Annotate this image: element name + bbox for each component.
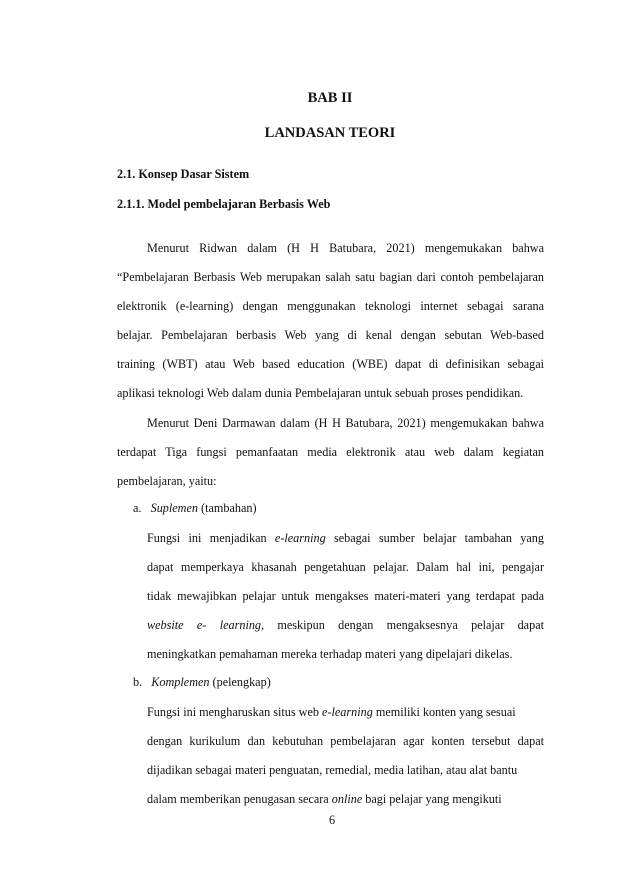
paragraph-line: Menurut Ridwan dalam (H H Batubara, 2021) mengemukakan bahwa [147, 241, 544, 255]
list-line: meningkatkan pemahaman mereka terhadap materi yang dipelajari dikelas. [147, 647, 513, 661]
list-marker: a. [133, 501, 142, 515]
list-term: Suplemen [150, 501, 198, 515]
list-line: Fungsi ini mengharuskan situs web e-learning memiliki konten yang sesuai [147, 705, 516, 719]
list-line: website e- learning, meskipun dengan mengaksesnya pelajar dapat [147, 618, 544, 632]
list-note: (pelengkap) [209, 675, 271, 689]
list-line: dalam memberikan penugasan secara online bagi pelajar yang mengikuti [147, 792, 502, 806]
list-note: (tambahan) [198, 501, 257, 515]
paragraph-line: aplikasi teknologi Web dalam dunia Pembelajaran untuk sebuah proses pendidikan. [117, 386, 524, 400]
paragraph-line: “Pembelajaran Berbasis Web merupakan salah satu bagian dari contoh pembelajaran [117, 270, 544, 284]
paragraph-line: elektronik (e-learning) dengan menggunakan teknologi internet sebagai sarana [117, 299, 544, 313]
paragraph-line: terdapat Tiga fungsi pemanfaatan media elektronik atau web dalam kegiatan [117, 445, 544, 459]
page-number: 6 [328, 813, 336, 827]
subsection-heading: 2.1.1. Model pembelajaran Berbasis Web [117, 197, 331, 211]
list-line: Fungsi ini menjadikan e-learning sebagai sumber belajar tambahan yang [147, 531, 544, 545]
chapter-label: BAB II [307, 90, 353, 106]
list-term: Komplemen [151, 675, 210, 689]
list-item-b [133, 675, 271, 690]
paragraph-line: belajar. Pembelajaran berbasis Web yang di kenal dengan sebutan Web-based [117, 328, 544, 342]
chapter-title: LANDASAN TEORI [264, 125, 396, 141]
paragraph-line: Menurut Deni Darmawan dalam (H H Batubara, 2021) mengemukakan bahwa [147, 416, 544, 430]
list-item-a [133, 501, 257, 516]
list-line: dengan kurikulum dan kebutuhan pembelajaran agar konten tersebut dapat [147, 734, 544, 748]
list-line: dijadikan sebagai materi penguatan, remedial, media latihan, atau alat bantu [147, 763, 518, 777]
list-line: dapat memperkaya khasanah pengetahuan pelajar. Dalam hal ini, pengajar [147, 560, 544, 574]
list-marker: b. [133, 675, 143, 689]
paragraph-line: training (WBT) atau Web based education (WBE) dapat di definisikan sebagai [117, 357, 544, 371]
paragraph-line: pembelajaran, yaitu: [117, 474, 217, 488]
list-line: tidak mewajibkan pelajar untuk mengakses materi-materi yang terdapat pada [147, 589, 544, 603]
section-heading: 2.1. Konsep Dasar Sistem [117, 167, 250, 181]
